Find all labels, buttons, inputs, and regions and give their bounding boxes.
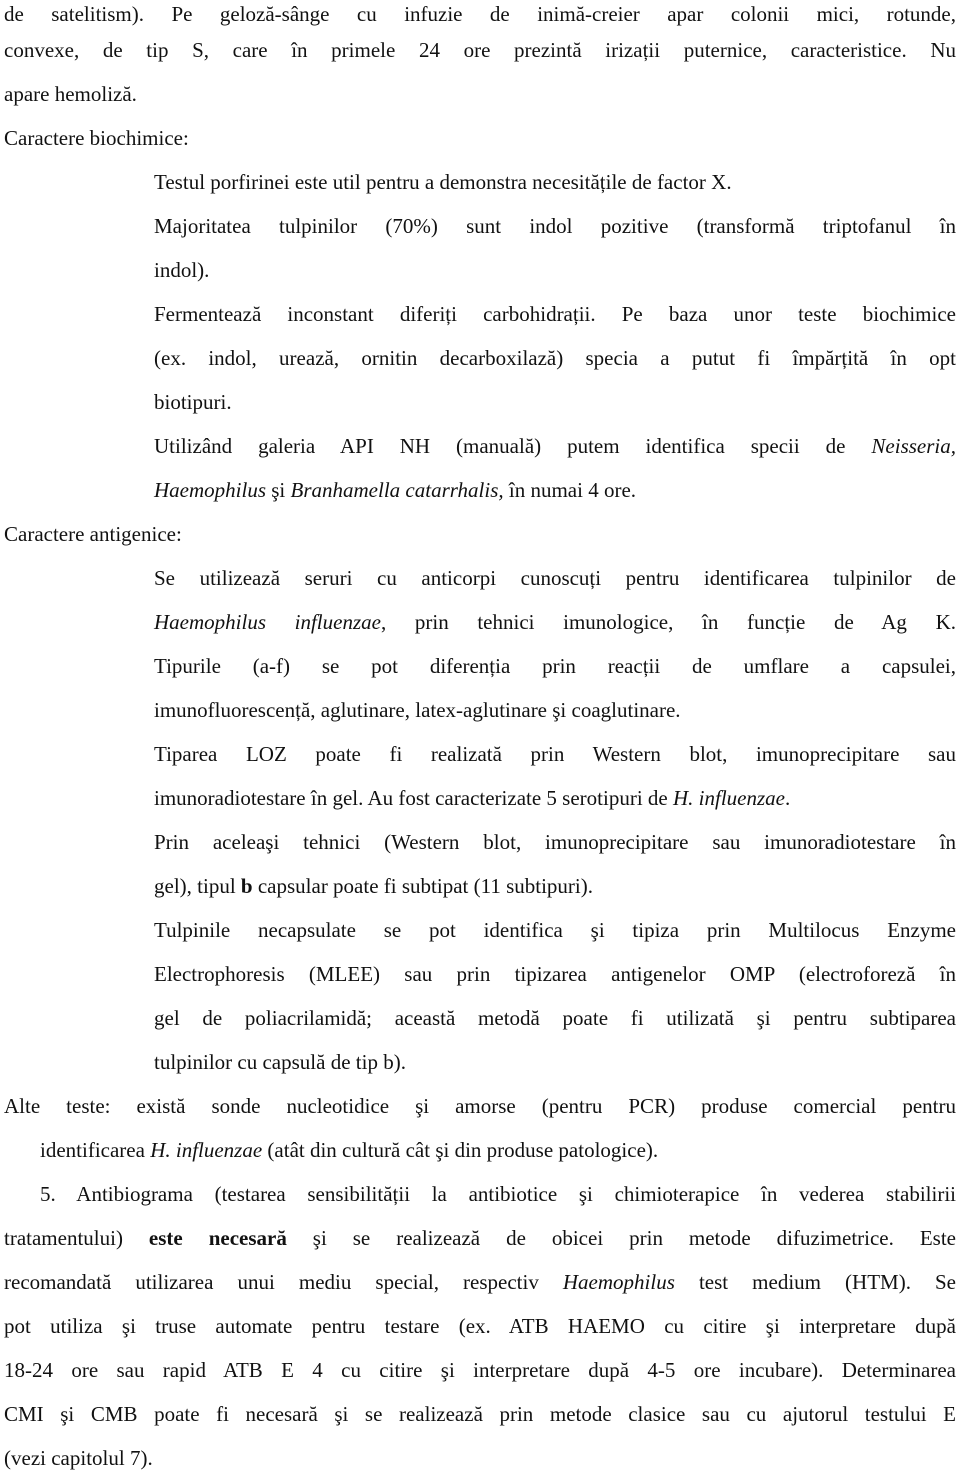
text-line [154, 608, 956, 636]
section-heading: Caractere antigenice: [4, 522, 182, 546]
text-line: (vezi capitolul 7). [4, 1446, 153, 1470]
text-line: (ex. indol, urează, ornitin decarboxilază) specia a putut fi împărțită în opt [154, 346, 956, 370]
text-line: gel de poliacrilamidă; această metodă poate fi utilizată şi pentru subtiparea [154, 1006, 956, 1030]
text-span: tratamentului) [4, 1226, 149, 1250]
text-line [154, 476, 956, 504]
text-line: indol). [154, 258, 210, 282]
text-line: Tulpinile necapsulate se pot identifica şi tipiza prin Multilocus Enzyme [154, 918, 956, 942]
text-line: Fermentează inconstant diferiți carbohidrații. Pe baza unor teste biochimice [154, 302, 956, 326]
text-line: de satelitism). Pe geloză-sânge cu infuzie de inimă-creier apar colonii mici, rotunde, [4, 2, 956, 26]
text-line: biotipuri. [154, 390, 232, 414]
text-line [4, 1224, 956, 1252]
text-line: Prin aceleaşi tehnici (Western blot, imunoprecipitare sau imunoradiotestare în [154, 830, 956, 854]
italic-text: H. influenzae [150, 1138, 263, 1162]
text-span: capsular poate fi subtipat (11 subtipuri). [252, 874, 593, 898]
text-line: convexe, de tip S, care în primele 24 ore prezintă irizații puternice, caracteristice. Nu [4, 38, 956, 62]
text-line: Tipurile (a-f) se pot diferenția prin reacții de umflare a capsulei, [154, 654, 956, 678]
text-span: şi se realizează de obicei prin metode difuzimetrice. Este [286, 1226, 956, 1250]
text-line: Electrophoresis (MLEE) sau prin tipizarea antigenelor OMP (electroforeză în [154, 962, 956, 986]
italic-text: Branhamella catarrhalis, [290, 478, 504, 502]
text-span: Utilizând galeria API NH (manuală) putem identifica specii de [154, 434, 872, 458]
text-span: şi [266, 478, 291, 502]
text-line: tulpinilor cu capsulă de tip b). [154, 1050, 406, 1074]
text-line: Se utilizează seruri cu anticorpi cunoscuți pentru identificarea tulpinilor de [154, 566, 956, 590]
text-line: Alte teste: există sonde nucleotidice şi amorse (pentru PCR) produse comercial pentru [4, 1094, 956, 1118]
text-line: imunofluorescență, aglutinare, latex-aglutinare şi coaglutinare. [154, 698, 681, 722]
text-span: recomandată utilizarea unui mediu special, respectiv [4, 1270, 563, 1294]
text-line [40, 1136, 956, 1164]
italic-text: Haemophilus influenzae [154, 610, 381, 634]
text-line [154, 872, 956, 900]
text-span: (atât din cultură cât şi din produse patologice). [262, 1138, 659, 1162]
text-line: 18-24 ore sau rapid ATB E 4 cu citire şi interpretare după 4-5 ore incubare). Determinarea [4, 1358, 956, 1382]
text-span: imunoradiotestare în gel. Au fost caracterizate 5 serotipuri de [154, 786, 673, 810]
text-span: . [784, 786, 791, 810]
text-line [154, 784, 956, 812]
text-span: în numai 4 ore. [503, 478, 637, 502]
italic-text: Neisseria, [871, 434, 956, 458]
section-heading: Caractere biochimice: [4, 126, 189, 150]
text-line: Majoritatea tulpinilor (70%) sunt indol pozitive (transformă triptofanul în [154, 214, 956, 238]
text-line: Testul porfirinei este util pentru a demonstra necesitățile de factor X. [154, 170, 732, 194]
text-line: pot utiliza şi truse automate pentru testare (ex. ATB HAEMO cu citire şi interpretare după [4, 1314, 956, 1338]
italic-text: Haemophilus [562, 1270, 675, 1294]
italic-text: H. influenzae [672, 786, 785, 810]
numbered-paragraph: 5. Antibiograma (testarea sensibilității la antibiotice şi chimioterapice în vederea stabilirii [40, 1182, 956, 1206]
text-line: Tiparea LOZ poate fi realizată prin Western blot, imunoprecipitare sau [154, 742, 956, 766]
italic-text: Haemophilus [154, 478, 266, 502]
text-line: apare hemoliză. [4, 82, 137, 106]
text-line: CMI şi CMB poate fi necesară şi se realizează prin metode clasice sau cu ajutorul testului E [4, 1402, 956, 1426]
text-span: gel), tipul [154, 874, 241, 898]
text-line [154, 432, 956, 460]
text-span: identificarea [40, 1138, 151, 1162]
bold-text: este necesară [148, 1226, 287, 1250]
text-line [4, 1268, 956, 1296]
text-span: test medium (HTM). Se [674, 1270, 956, 1294]
bold-text: b [240, 874, 253, 898]
text-span: , prin tehnici imunologice, în funcție de Ag K. [380, 610, 956, 634]
